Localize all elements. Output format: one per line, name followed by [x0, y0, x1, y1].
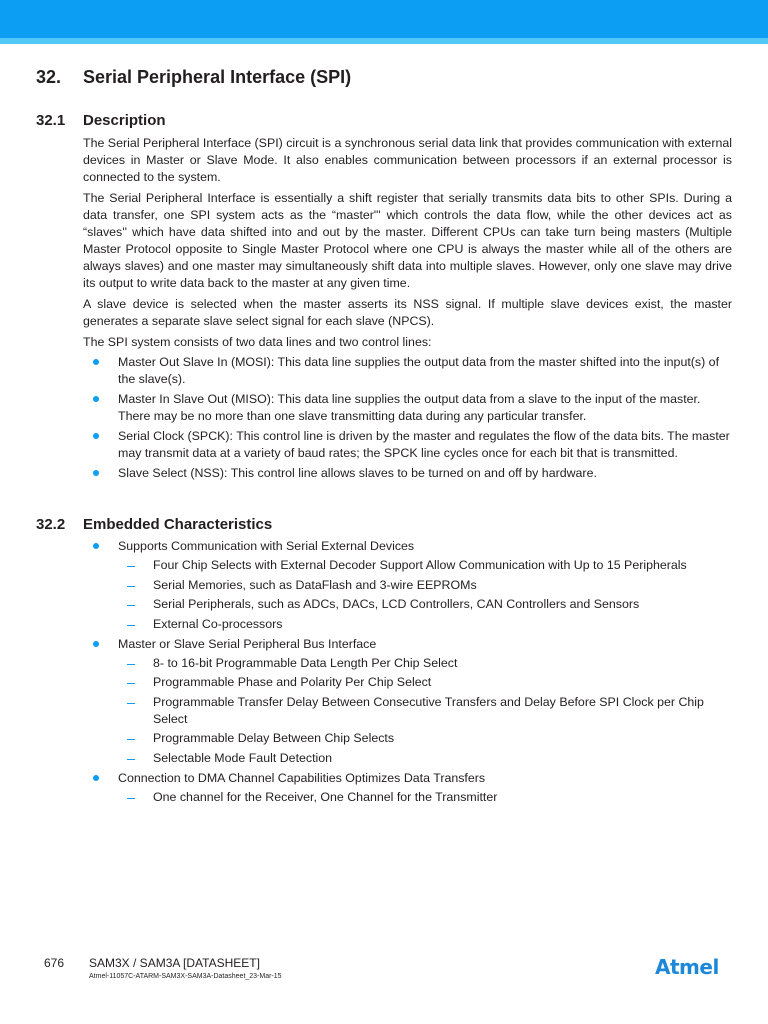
- section-title: Embedded Characteristics: [83, 516, 273, 533]
- header-band: [0, 0, 768, 38]
- sub-list-item-text: 8- to 16-bit Programmable Data Length Per Chip Select: [153, 655, 458, 670]
- list-item-text: Connection to DMA Channel Capabilities Optimizes Data Transfers: [118, 770, 486, 785]
- paragraph: A slave device is selected when the master asserts its NSS signal. If multiple slave devices exist, the master generates a separate slave select signal for each slave (NPCS).: [83, 297, 732, 328]
- sub-list-item-text: Programmable Phase and Polarity Per Chip Select: [153, 675, 432, 689]
- bullet-icon: [93, 641, 99, 647]
- list-item-text: Master or Slave Serial Peripheral Bus Interface: [118, 636, 377, 651]
- description-body: [83, 135, 732, 485]
- chapter-number: 32.: [36, 67, 62, 87]
- page-number: 676: [44, 956, 65, 970]
- list-item-text: Master In Slave Out (MISO): This data line supplies the output data from a slave to the input of the master. There may be no more than one slave transmitting data during any particular transfer.: [118, 392, 701, 423]
- sub-list: [118, 557, 732, 633]
- sub-list-item: [118, 750, 732, 767]
- paragraph: The SPI system consists of two data lines and two control lines:: [83, 335, 432, 349]
- list-item: [83, 538, 732, 633]
- dash-icon: [127, 683, 135, 684]
- sub-list-item-text: Serial Memories, such as DataFlash and 3-wire EEPROMs: [153, 577, 477, 592]
- sub-list-item-text: Programmable Transfer Delay Between Consecutive Transfers and Delay Before SPI Clock per Chip Select: [153, 694, 704, 726]
- bullet-icon: [93, 775, 99, 781]
- bullet-icon: [93, 396, 99, 402]
- bullet-icon: [93, 470, 99, 476]
- sub-list-item: [118, 674, 732, 691]
- dash-icon: [127, 625, 135, 626]
- sub-list: [118, 789, 732, 806]
- section-title: Description: [83, 112, 166, 129]
- sub-list-item: [118, 694, 732, 728]
- list-item: [83, 354, 732, 388]
- list-item-text: Serial Clock (SPCK): This control line is driven by the master and regulates the flow of the data bits. The master may transmit data at a variety of baud rates; the SPCK line cycles once for each bit that is transmitted.: [118, 429, 730, 460]
- dash-icon: [127, 739, 135, 740]
- chapter-heading: [36, 67, 351, 88]
- dash-icon: [127, 798, 135, 799]
- list-item-text: Supports Communication with Serial External Devices: [118, 539, 415, 553]
- list-item-text: Master Out Slave In (MOSI): This data line supplies the output data from the master shifted into the input(s) of the slave(s).: [118, 355, 720, 386]
- sub-list-item-text: Four Chip Selects with External Decoder Support Allow Communication with Up to 15 Peripherals: [153, 558, 687, 572]
- dash-icon: [127, 566, 135, 567]
- dash-icon: [127, 605, 135, 606]
- sub-list-item-text: One channel for the Receiver, One Channel for the Transmitter: [153, 789, 498, 804]
- sub-list-item: [118, 596, 732, 613]
- sub-list-item: [118, 789, 732, 806]
- list-item-text: Slave Select (NSS): This control line allows slaves to be turned on and off by hardware.: [118, 466, 597, 480]
- section-heading-description: [36, 112, 166, 129]
- characteristics-list: [83, 538, 732, 806]
- sub-list-item-text: External Co-processors: [153, 616, 283, 631]
- section-heading-embedded: [36, 516, 272, 533]
- chapter-title: Serial Peripheral Interface (SPI): [83, 67, 352, 87]
- list-item: [83, 636, 732, 767]
- dash-icon: [127, 703, 135, 704]
- paragraph: The Serial Peripheral Interface is essentially a shift register that serially transmits data bits to other SPIs. During a data transfer, one SPI system acts as the “master"' which controls the data flow, while the other devices act as “slaves'' which have data shifted into and out by the master. Different CPUs can take turn being masters (Multiple Master Protocol opposite to Single Master Protocol where one CPU is always the master while all of the others are always slaves) and one master may simultaneously shift data into multiple slaves. However, only one slave may drive its output to write data back to the master at any given time.: [83, 191, 732, 290]
- bullet-icon: [93, 359, 99, 365]
- sub-list-item: [118, 577, 732, 594]
- characteristics-body: [83, 538, 732, 809]
- signal-list: [83, 354, 732, 482]
- sub-list-item-text: Programmable Delay Between Chip Selects: [153, 731, 395, 745]
- sub-list-item: [118, 557, 732, 574]
- sub-list-item-text: Selectable Mode Fault Detection: [153, 750, 333, 765]
- list-item: [83, 428, 732, 462]
- header-stripe: [0, 38, 768, 44]
- sub-list-item-text: Serial Peripherals, such as ADCs, DACs, LCD Controllers, CAN Controllers and Sensors: [153, 597, 640, 611]
- list-item: [83, 770, 732, 806]
- document-id: Atmel-11057C-ATARM-SAM3X-SAM3A-Datasheet_23-Mar-15: [89, 973, 282, 980]
- list-item: [83, 465, 732, 482]
- sub-list-item: [118, 655, 732, 672]
- paragraph: The Serial Peripheral Interface (SPI) circuit is a synchronous serial data link that provides communication with external devices in Master or Slave Mode. It also enables communication between processors if an external processor is connected to the system.: [83, 136, 732, 184]
- sub-list: [118, 655, 732, 767]
- sub-list-item: [118, 730, 732, 747]
- bullet-icon: [93, 543, 99, 549]
- sub-list-item: [118, 616, 732, 633]
- dash-icon: [127, 586, 135, 587]
- section-number: 32.1: [36, 112, 66, 129]
- bullet-icon: [93, 433, 99, 439]
- list-item: [83, 391, 732, 425]
- dash-icon: [127, 664, 135, 665]
- atmel-logo: Atmel: [655, 955, 719, 979]
- document-title: SAM3X / SAM3A [DATASHEET]: [89, 956, 260, 970]
- dash-icon: [127, 759, 135, 760]
- section-number: 32.2: [36, 516, 66, 533]
